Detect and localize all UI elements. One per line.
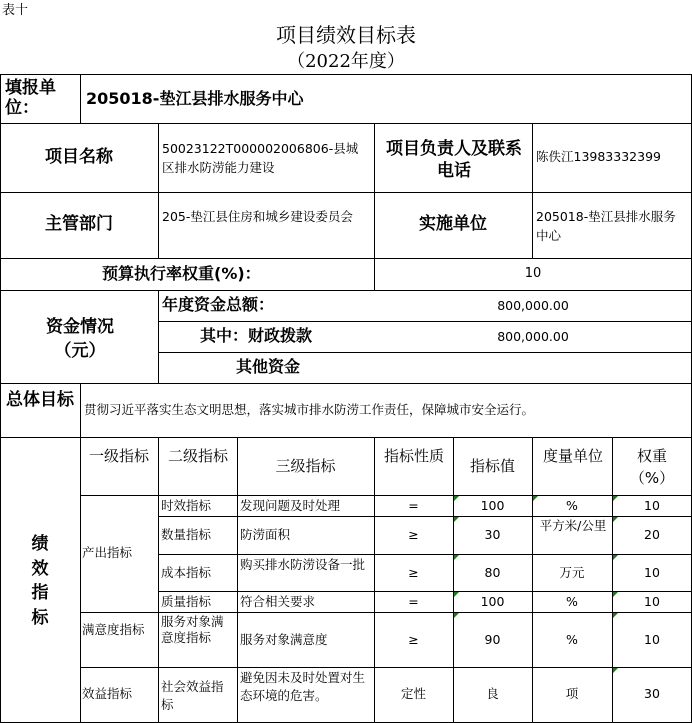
perf-row-l3: 防涝面积	[240, 527, 291, 542]
perf-row-value: 90	[484, 632, 501, 647]
perf-label: 绩效指标	[31, 534, 49, 628]
perf-row-value: 80	[484, 565, 501, 580]
perf-row-weight: 10	[644, 632, 660, 647]
overall-goal-value: 贯彻习近平落实生态文明思想，落实城市排水防涝工作责任，保障城市安全运行。	[84, 402, 535, 417]
overall-goal-label: 总体目标	[6, 390, 74, 410]
perf-row-l2: 质量指标	[161, 594, 212, 609]
perf-row-weight: 10	[644, 498, 660, 513]
impl-unit-value: 205018-垫江县排水服务中心	[536, 209, 676, 244]
grid-line	[80, 612, 692, 613]
funds-fiscal-value: 800,000.00	[497, 329, 569, 344]
grid-line	[158, 321, 692, 322]
perf-row-weight: 10	[644, 594, 660, 609]
perf-row-nature: =	[408, 594, 419, 609]
cell-marker-icon	[454, 496, 459, 501]
perf-row-nature: =	[408, 498, 419, 513]
cell-marker-icon	[454, 613, 459, 618]
funds-other-label: 其他资金	[236, 357, 301, 376]
grid-line	[80, 667, 692, 668]
perf-header-l1: 一级指标	[88, 447, 149, 465]
page-title: 项目绩效目标表	[276, 23, 416, 47]
grid-line	[237, 437, 238, 723]
page-year: （2022年度）	[287, 51, 405, 72]
perf-row-value: 100	[480, 594, 505, 609]
perf-row-l2: 社会效益指标	[161, 679, 224, 713]
funds-annual-label: 年度资金总额：	[162, 295, 275, 314]
project-contact-label: 项目负责人及联系电话	[386, 139, 522, 182]
perf-header-nature: 指标性质	[383, 447, 444, 465]
perf-group-benefit: 效益指标	[82, 686, 133, 701]
perf-row-value: 30	[484, 527, 501, 542]
perf-row-weight: 30	[644, 686, 660, 701]
impl-unit-label: 实施单位	[419, 214, 487, 234]
grid-line	[80, 437, 81, 723]
grid-line	[0, 437, 692, 438]
grid-line	[80, 495, 692, 496]
perf-row-l2: 时效指标	[161, 498, 212, 513]
perf-row-value: 100	[480, 498, 505, 513]
cell-marker-icon	[454, 517, 459, 522]
perf-row-l2: 数量指标	[161, 527, 212, 542]
grid-line	[0, 290, 692, 291]
perf-row-unit: %	[566, 632, 578, 647]
cell-marker-icon	[613, 555, 618, 560]
grid-line	[158, 437, 159, 723]
perf-row-value: 良	[486, 686, 499, 701]
grid-line	[532, 123, 533, 258]
grid-line	[80, 74, 81, 123]
perf-header-weight: 权重（%）	[629, 447, 675, 487]
funds-fiscal-label: 其中：财政拨款	[200, 326, 313, 345]
perf-row-weight: 10	[644, 565, 660, 580]
cell-marker-icon	[613, 613, 618, 618]
perf-row-l3: 避免因未及时处置对生态环境的危害。	[240, 670, 366, 703]
perf-row-l2: 服务对象满意度指标	[161, 614, 224, 646]
perf-row-weight: 20	[644, 527, 660, 542]
grid-line	[0, 192, 692, 193]
perf-row-unit: %	[566, 498, 578, 513]
cell-marker-icon	[613, 496, 618, 501]
perf-header-l2: 二级指标	[167, 447, 228, 465]
report-unit-value: 205018-垫江县排水服务中心	[86, 89, 304, 108]
grid-line	[0, 123, 692, 124]
cell-marker-icon	[454, 592, 459, 597]
grid-line	[0, 258, 692, 259]
cell-marker-icon	[454, 555, 459, 560]
perf-row-l3: 符合相关要求	[240, 594, 316, 609]
grid-line	[158, 290, 159, 383]
grid-line	[80, 383, 81, 437]
perf-row-unit: 项	[565, 686, 579, 701]
cell-marker-icon	[613, 668, 618, 673]
funds-label: 资金情况（元）	[46, 317, 114, 361]
project-name-value: 50023122T000002006806-县城区排水防涝能力建设	[162, 141, 359, 175]
perf-header-value: 指标值	[469, 457, 515, 475]
perf-row-l3: 发现问题及时处理	[240, 498, 341, 513]
budget-rate-label: 预算执行率权重(%)：	[102, 264, 261, 283]
grid-line	[0, 74, 1, 723]
grid-line	[374, 123, 375, 290]
table-tag: 表十	[2, 3, 29, 18]
department-label: 主管部门	[45, 214, 113, 234]
perf-row-nature: ≥	[408, 632, 419, 647]
report-unit-label: 填报单位：	[5, 78, 56, 118]
cell-marker-icon	[613, 592, 618, 597]
perf-row-l2: 成本指标	[161, 565, 212, 580]
perf-header-unit: 度量单位	[542, 447, 603, 465]
project-name-label: 项目名称	[45, 147, 113, 167]
perf-row-l3: 购买排水防涝设备一批	[240, 557, 366, 572]
project-contact-value: 陈佚江13983332399	[536, 149, 661, 164]
grid-line	[158, 123, 159, 258]
perf-row-nature: ≥	[408, 565, 419, 580]
cell-marker-icon	[613, 517, 618, 522]
department-value: 205-垫江县住房和城乡建设委员会	[162, 209, 353, 224]
perf-group-output: 产出指标	[82, 545, 133, 560]
perf-row-nature: 定性	[400, 686, 426, 701]
perf-header-l3: 三级指标	[275, 457, 336, 475]
grid-line	[158, 352, 692, 353]
perf-row-unit: %	[566, 594, 578, 609]
funds-annual-value: 800,000.00	[497, 298, 569, 313]
grid-line	[0, 74, 692, 75]
cell-marker-icon	[533, 496, 538, 501]
grid-line	[0, 383, 692, 384]
perf-row-l3: 服务对象满意度	[240, 632, 328, 647]
perf-row-unit: 平方米/公里	[539, 518, 607, 533]
perf-group-satisfaction: 满意度指标	[82, 622, 145, 637]
budget-rate-value: 10	[524, 266, 542, 281]
perf-row-unit: 万元	[559, 565, 585, 580]
perf-row-nature: ≥	[408, 527, 419, 542]
